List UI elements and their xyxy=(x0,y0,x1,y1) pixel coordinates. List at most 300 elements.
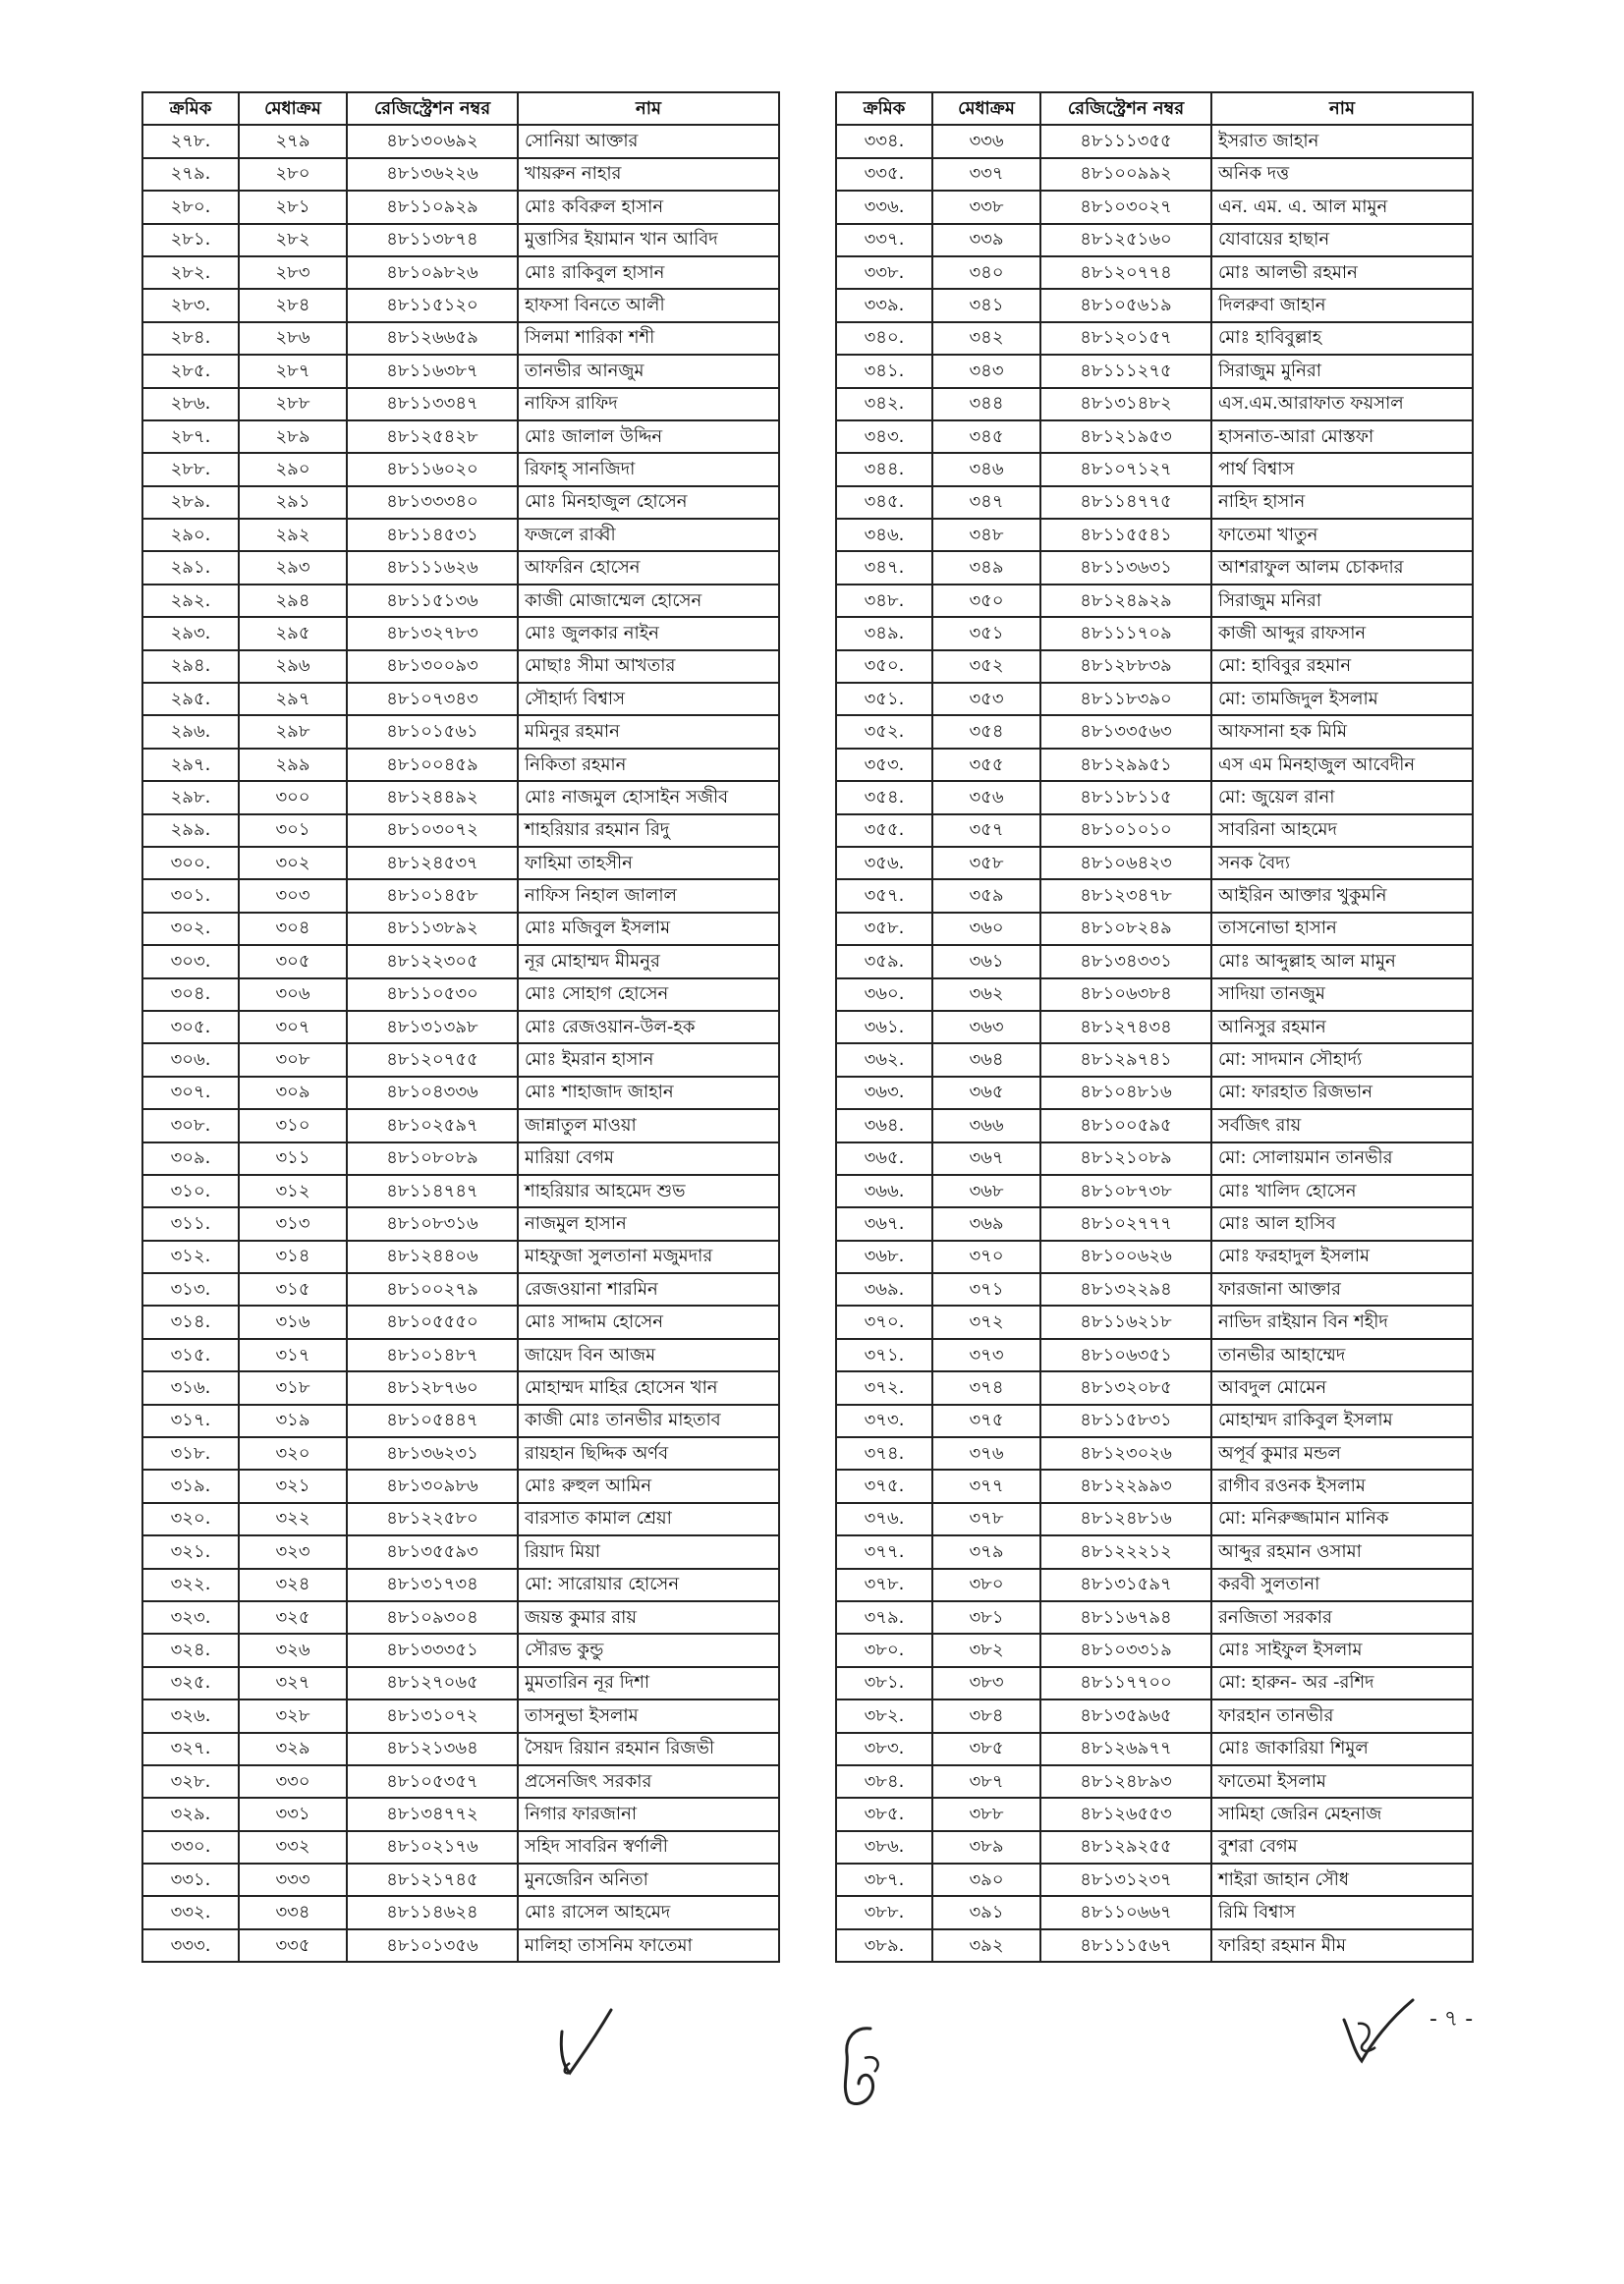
merit-cell: ৩০৮ xyxy=(239,1043,347,1076)
serial-cell: ৩০৫. xyxy=(142,1011,239,1043)
merit-cell: ৩৬১ xyxy=(932,945,1040,977)
registration-cell: ৪৮১৩৩৩৪০ xyxy=(347,486,518,519)
registration-cell: ৪৮১৩৩৩৫১ xyxy=(347,1634,518,1666)
merit-cell: ৩৮৭ xyxy=(932,1765,1040,1798)
name-cell: এস এম মিনহাজুল আবেদীন xyxy=(1211,749,1473,781)
registration-cell: ৪৮১০৩০৭২ xyxy=(347,814,518,847)
name-cell: ফাহিমা তাহসীন xyxy=(518,847,779,879)
serial-cell: ৩২২. xyxy=(142,1569,239,1601)
merit-cell: ৩২৪ xyxy=(239,1569,347,1601)
registration-cell: ৪৮১২১০৮৯ xyxy=(1040,1142,1211,1175)
registration-cell: ৪৮১১৫১৩৬ xyxy=(347,585,518,617)
serial-cell: ৩২৩. xyxy=(142,1601,239,1634)
serial-cell: ২৯৬. xyxy=(142,715,239,748)
registration-cell: ৪৮১০৬৪২৩ xyxy=(1040,847,1211,879)
registration-cell: ৪৮১১৩৮৯২ xyxy=(347,913,518,945)
serial-cell: ৩০১. xyxy=(142,879,239,912)
registration-cell: ৪৮১২২২১২ xyxy=(1040,1535,1211,1568)
serial-cell: ৩৫৭. xyxy=(836,879,932,912)
merit-cell: ২৯২ xyxy=(239,519,347,551)
serial-cell: ৩২৯. xyxy=(142,1798,239,1830)
merit-cell: ৩৪৮ xyxy=(932,519,1040,551)
registration-cell: ৪৮১২৮৭৬০ xyxy=(347,1371,518,1404)
table-row xyxy=(142,256,779,289)
merit-cell: ৩৭৪ xyxy=(932,1371,1040,1404)
table-row xyxy=(836,158,1473,191)
merit-cell: ৩৭১ xyxy=(932,1273,1040,1306)
registration-cell: ৪৮১০০২৭৯ xyxy=(347,1273,518,1306)
merit-cell: ৩৮৫ xyxy=(932,1733,1040,1765)
name-cell: শাহরিয়ার রহমান রিদু xyxy=(518,814,779,847)
table-row xyxy=(142,945,779,977)
serial-cell: ২৮৫. xyxy=(142,355,239,387)
name-cell: মোঃ কবিরুল হাসান xyxy=(518,191,779,223)
merit-cell: ৩৪৯ xyxy=(932,551,1040,584)
registration-cell: ৪৮১২৪৪৯২ xyxy=(347,781,518,813)
serial-cell: ৩৮৯. xyxy=(836,1929,932,1962)
serial-cell: ২৮৮. xyxy=(142,453,239,485)
merit-cell: ৩৯০ xyxy=(932,1864,1040,1896)
registration-cell: ৪৮১১৪৭৪৭ xyxy=(347,1175,518,1207)
table-row xyxy=(836,1765,1473,1798)
merit-cell: ৩১৩ xyxy=(239,1207,347,1240)
registration-cell: ৪৮১২৮৮৩৯ xyxy=(1040,650,1211,683)
registration-cell: ৪৮১১৪৭৭৫ xyxy=(1040,486,1211,519)
table-row xyxy=(142,1733,779,1765)
merit-cell: ২৮৬ xyxy=(239,322,347,355)
registration-cell: ৪৮১১৬৩৮৭ xyxy=(347,355,518,387)
registration-cell: ৪৮১১১৬২৬ xyxy=(347,551,518,584)
name-cell: মোঃ রাসেল আহমেদ xyxy=(518,1896,779,1928)
registration-cell: ৪৮১০৭১২৭ xyxy=(1040,453,1211,485)
table-row xyxy=(142,1241,779,1273)
serial-cell: ৩৬৬. xyxy=(836,1175,932,1207)
name-cell: মো: তামজিদুল ইসলাম xyxy=(1211,683,1473,715)
table-row xyxy=(142,1929,779,1962)
registration-cell: ৪৮১০৮৩১৬ xyxy=(347,1207,518,1240)
merit-cell: ৩৫৪ xyxy=(932,715,1040,748)
merit-cell: ৩৫২ xyxy=(932,650,1040,683)
merit-cell: ৩৫৭ xyxy=(932,814,1040,847)
serial-cell: ৩৬৪. xyxy=(836,1109,932,1142)
table-row xyxy=(142,1535,779,1568)
table-row xyxy=(836,749,1473,781)
serial-cell: ৩২১. xyxy=(142,1535,239,1568)
serial-cell: ৩৬৭. xyxy=(836,1207,932,1240)
name-cell: মারিয়া বেগম xyxy=(518,1142,779,1175)
serial-cell: ৩৫৯. xyxy=(836,945,932,977)
name-cell: জয়ন্ত কুমার রায় xyxy=(518,1601,779,1634)
table-row xyxy=(836,1371,1473,1404)
registration-cell: ৪৮১৩০০৯৩ xyxy=(347,650,518,683)
merit-cell: ৩৩৫ xyxy=(239,1929,347,1962)
serial-cell: ৩৭৪. xyxy=(836,1437,932,1470)
serial-cell: ৩১১. xyxy=(142,1207,239,1240)
merit-cell: ৩৭৫ xyxy=(932,1405,1040,1437)
name-cell: বুশরা বেগম xyxy=(1211,1831,1473,1864)
serial-cell: ৩১৮. xyxy=(142,1437,239,1470)
name-cell: মোঃ ফরহাদুল ইসলাম xyxy=(1211,1241,1473,1273)
table-row xyxy=(142,551,779,584)
table-row xyxy=(836,125,1473,157)
registration-cell: ৪৮১০০৪৫৯ xyxy=(347,749,518,781)
serial-cell: ২৭৮. xyxy=(142,125,239,157)
table-row xyxy=(142,1011,779,1043)
name-cell: সিরাজুম মনিরা xyxy=(1211,585,1473,617)
serial-cell: ৩৭৮. xyxy=(836,1569,932,1601)
name-cell: মোঃ রুহুল আমিন xyxy=(518,1470,779,1502)
registration-cell: ৪৮১০০৯৯২ xyxy=(1040,158,1211,191)
table-row xyxy=(142,1896,779,1928)
table-row xyxy=(836,1667,1473,1699)
serial-cell: ৩৫০. xyxy=(836,650,932,683)
merit-cell: ২৯৪ xyxy=(239,585,347,617)
table-row xyxy=(142,585,779,617)
merit-cell: ৩৪১ xyxy=(932,289,1040,321)
merit-cell: ২৮৪ xyxy=(239,289,347,321)
table-row xyxy=(836,486,1473,519)
table-row xyxy=(836,1405,1473,1437)
registration-cell: ৪৮১৩১২৩৭ xyxy=(1040,1864,1211,1896)
table-row xyxy=(836,1569,1473,1601)
table-row xyxy=(836,1241,1473,1273)
name-cell: মুত্তাসির ইয়ামান খান আবিদ xyxy=(518,224,779,256)
merit-cell: ৩৭৭ xyxy=(932,1470,1040,1502)
merit-cell: ৩৭৯ xyxy=(932,1535,1040,1568)
serial-cell: ৩৮০. xyxy=(836,1634,932,1666)
merit-cell: ৩৮২ xyxy=(932,1634,1040,1666)
table-row xyxy=(142,289,779,321)
table-row xyxy=(836,289,1473,321)
serial-cell: ৩১৯. xyxy=(142,1470,239,1502)
registration-cell: ৪৮১০৪৮১৬ xyxy=(1040,1077,1211,1109)
registration-cell: ৪৮১২৯২৫৫ xyxy=(1040,1831,1211,1864)
table-row xyxy=(142,1569,779,1601)
table-row xyxy=(142,1634,779,1666)
table-row xyxy=(142,879,779,912)
name-cell: রাগীব রওনক ইসলাম xyxy=(1211,1470,1473,1502)
table-row xyxy=(836,551,1473,584)
header-serial: ক্রমিক xyxy=(836,92,932,125)
serial-cell: ৩৩০. xyxy=(142,1831,239,1864)
table-row xyxy=(142,158,779,191)
serial-cell: ৩১৪. xyxy=(142,1306,239,1338)
table-row xyxy=(142,1306,779,1338)
name-cell: এস.এম.আরাফাত ফয়সাল xyxy=(1211,388,1473,420)
merit-cell: ৩৭০ xyxy=(932,1241,1040,1273)
merit-cell: ৩৬৬ xyxy=(932,1109,1040,1142)
serial-cell: ৩৬২. xyxy=(836,1043,932,1076)
table-row xyxy=(142,191,779,223)
merit-cell: ৩৬৪ xyxy=(932,1043,1040,1076)
merit-cell: ৩৩৮ xyxy=(932,191,1040,223)
registration-cell: ৪৮১০২৫৯৭ xyxy=(347,1109,518,1142)
serial-cell: ৩১৫. xyxy=(142,1339,239,1371)
header-serial: ক্রমিক xyxy=(142,92,239,125)
table-row xyxy=(142,978,779,1011)
serial-cell: ৩৩৭. xyxy=(836,224,932,256)
table-row xyxy=(836,1896,1473,1928)
name-cell: জান্নাতুল মাওয়া xyxy=(518,1109,779,1142)
header-name: নাম xyxy=(1211,92,1473,125)
table-row xyxy=(142,1371,779,1404)
name-cell: নাহিদ হাসান xyxy=(1211,486,1473,519)
merit-cell: ৩২৭ xyxy=(239,1667,347,1699)
table-row xyxy=(836,1503,1473,1535)
registration-cell: ৪৮১০২১৭৬ xyxy=(347,1831,518,1864)
table-body-left xyxy=(142,125,779,1962)
name-cell: মো: জুয়েল রানা xyxy=(1211,781,1473,813)
merit-cell: ৩৯১ xyxy=(932,1896,1040,1928)
serial-cell: ২৮৭. xyxy=(142,420,239,453)
table-row xyxy=(142,1798,779,1830)
serial-cell: ৩৩১. xyxy=(142,1864,239,1896)
header-registration: রেজিস্ট্রেশন নম্বর xyxy=(347,92,518,125)
table-row xyxy=(142,420,779,453)
name-cell: সিরাজুম মুনিরা xyxy=(1211,355,1473,387)
name-cell: হাফসা বিনতে আলী xyxy=(518,289,779,321)
registration-cell: ৪৮১০৮৭৩৮ xyxy=(1040,1175,1211,1207)
merit-cell: ২৮৮ xyxy=(239,388,347,420)
merit-cell: ৩৩৯ xyxy=(932,224,1040,256)
registration-cell: ৪৮১১১৫৬৭ xyxy=(1040,1929,1211,1962)
name-cell: কাজী আব্দুর রাফসান xyxy=(1211,617,1473,649)
serial-cell: ৩২৭. xyxy=(142,1733,239,1765)
serial-cell: ৩৪৪. xyxy=(836,453,932,485)
table-row xyxy=(142,355,779,387)
merit-cell: ৩১৬ xyxy=(239,1306,347,1338)
table-row xyxy=(836,453,1473,485)
serial-cell: ৩১৩. xyxy=(142,1273,239,1306)
serial-cell: ৩২০. xyxy=(142,1503,239,1535)
name-cell: দিলরুবা জাহান xyxy=(1211,289,1473,321)
serial-cell: ৩০৪. xyxy=(142,978,239,1011)
registration-cell: ৪৮১২৬৫৫৩ xyxy=(1040,1798,1211,1830)
table-row xyxy=(836,617,1473,649)
table-row xyxy=(142,1405,779,1437)
table-row xyxy=(142,1437,779,1470)
merit-cell: ৩৩৭ xyxy=(932,158,1040,191)
serial-cell: ২৮১. xyxy=(142,224,239,256)
merit-cell: ৩২৫ xyxy=(239,1601,347,1634)
name-cell: আইরিন আক্তার খুকুমনি xyxy=(1211,879,1473,912)
serial-cell: ৩৫৬. xyxy=(836,847,932,879)
merit-cell: ৩১০ xyxy=(239,1109,347,1142)
header-merit: মেধাক্রম xyxy=(932,92,1040,125)
table-row xyxy=(142,1142,779,1175)
registration-cell: ৪৮১০১৫৬১ xyxy=(347,715,518,748)
merit-cell: ৩৮১ xyxy=(932,1601,1040,1634)
name-cell: মোঃ জুলকার নাইন xyxy=(518,617,779,649)
name-cell: মোঃ নাজমুল হোসাইন সজীব xyxy=(518,781,779,813)
registration-cell: ৪৮১০০৬২৬ xyxy=(1040,1241,1211,1273)
merit-cell: ৩০৯ xyxy=(239,1077,347,1109)
registration-cell: ৪৮১০৩০২৭ xyxy=(1040,191,1211,223)
registration-cell: ৪৮১২৯৯৫১ xyxy=(1040,749,1211,781)
name-cell: ফারিহা রহমান মীম xyxy=(1211,1929,1473,1962)
serial-cell: ৩৭৫. xyxy=(836,1470,932,1502)
registration-cell: ৪৮১২০১৫৭ xyxy=(1040,322,1211,355)
name-cell: মো: হারুন- অর -রশিদ xyxy=(1211,1667,1473,1699)
name-cell: মোঃ জালাল উদ্দিন xyxy=(518,420,779,453)
name-cell: তানভীর আনজুম xyxy=(518,355,779,387)
serial-cell: ৩৩৬. xyxy=(836,191,932,223)
name-cell: নাফিস রাফিদ xyxy=(518,388,779,420)
registration-cell: ৪৮১১৭৭০০ xyxy=(1040,1667,1211,1699)
registration-cell: ৪৮১১৫৮৩১ xyxy=(1040,1405,1211,1437)
name-cell: মোঃ মিনহাজুল হোসেন xyxy=(518,486,779,519)
name-cell: মোঃ হাবিবুল্লাহ xyxy=(1211,322,1473,355)
serial-cell: ৩৬০. xyxy=(836,978,932,1011)
name-cell: মাহফুজা সুলতানা মজুমদার xyxy=(518,1241,779,1273)
merit-cell: ৩৫৫ xyxy=(932,749,1040,781)
table-row xyxy=(142,453,779,485)
registration-cell: ৪৮১১৮৩৯০ xyxy=(1040,683,1211,715)
serial-cell: ৩৪৮. xyxy=(836,585,932,617)
registration-cell: ৪৮১২০৭৫৫ xyxy=(347,1043,518,1076)
table-row xyxy=(142,617,779,649)
merit-cell: ৩২৯ xyxy=(239,1733,347,1765)
table-row xyxy=(836,1306,1473,1338)
serial-cell: ৩৬৫. xyxy=(836,1142,932,1175)
serial-cell: ২৮৯. xyxy=(142,486,239,519)
registration-cell: ৪৮১৩২২৯৪ xyxy=(1040,1273,1211,1306)
table-row xyxy=(142,749,779,781)
table-row xyxy=(836,1437,1473,1470)
serial-cell: ৩৪৬. xyxy=(836,519,932,551)
signature-mark-1 xyxy=(550,2004,629,2083)
merit-cell: ৩৫০ xyxy=(932,585,1040,617)
name-cell: মোঃ সোহাগ হোসেন xyxy=(518,978,779,1011)
name-cell: তাসনোভা হাসান xyxy=(1211,913,1473,945)
merit-cell: ৩৫৯ xyxy=(932,879,1040,912)
serial-cell: ৩৬৮. xyxy=(836,1241,932,1273)
merit-cell: ২৯৮ xyxy=(239,715,347,748)
name-cell: আফসানা হক মিমি xyxy=(1211,715,1473,748)
table-header-row xyxy=(836,92,1473,125)
serial-cell: ৩৭৯. xyxy=(836,1601,932,1634)
name-cell: মোঃ জাকারিয়া শিমুল xyxy=(1211,1733,1473,1765)
merit-cell: ২৭৯ xyxy=(239,125,347,157)
table-row xyxy=(836,1798,1473,1830)
merit-cell: ৩৭৬ xyxy=(932,1437,1040,1470)
name-cell: সিলমা শারিকা শশী xyxy=(518,322,779,355)
merit-cell: ৩০১ xyxy=(239,814,347,847)
name-cell: রিফাহ্‌ সানজিদা xyxy=(518,453,779,485)
registration-cell: ৪৮১১১৩৫৫ xyxy=(1040,125,1211,157)
header-registration: রেজিস্ট্রেশন নম্বর xyxy=(1040,92,1211,125)
merit-cell: ৩৬২ xyxy=(932,978,1040,1011)
table-row xyxy=(836,1207,1473,1240)
merit-cell: ৩৬৫ xyxy=(932,1077,1040,1109)
table-row xyxy=(836,683,1473,715)
table-row xyxy=(142,322,779,355)
table-row xyxy=(142,847,779,879)
name-cell: সামিহা জেরিন মেহনাজ xyxy=(1211,1798,1473,1830)
merit-cell: ৩৪২ xyxy=(932,322,1040,355)
registration-cell: ৪৮১১৪৫৩১ xyxy=(347,519,518,551)
table-row xyxy=(142,650,779,683)
serial-cell: ২৮৬. xyxy=(142,388,239,420)
table-row xyxy=(142,1864,779,1896)
table-row xyxy=(836,519,1473,551)
registration-cell: ৪৮১২২৩০৫ xyxy=(347,945,518,977)
name-cell: রিয়াদ মিয়া xyxy=(518,1535,779,1568)
serial-cell: ৩৬৯. xyxy=(836,1273,932,1306)
registration-cell: ৪৮১২৫৪২৮ xyxy=(347,420,518,453)
name-cell: মোঃ আল হাসিব xyxy=(1211,1207,1473,1240)
serial-cell: ৩১৬. xyxy=(142,1371,239,1404)
serial-cell: ৩৫২. xyxy=(836,715,932,748)
table-row xyxy=(142,1273,779,1306)
serial-cell: ৩১৭. xyxy=(142,1405,239,1437)
registration-cell: ৪৮১০৮০৮৯ xyxy=(347,1142,518,1175)
merit-cell: ৩৭৮ xyxy=(932,1503,1040,1535)
merit-cell: ৩৪০ xyxy=(932,256,1040,289)
name-cell: মমিনুর রহমান xyxy=(518,715,779,748)
serial-cell: ৩২৫. xyxy=(142,1667,239,1699)
name-cell: ফজলে রাব্বী xyxy=(518,519,779,551)
table-row xyxy=(836,879,1473,912)
serial-cell: ২৮৪. xyxy=(142,322,239,355)
registration-cell: ৪৮১১০৬৬৭ xyxy=(1040,1896,1211,1928)
name-cell: শাহরিয়ার আহমেদ শুভ xyxy=(518,1175,779,1207)
registration-cell: ৪৮১০৮২৪৯ xyxy=(1040,913,1211,945)
serial-cell: ৩৮৮. xyxy=(836,1896,932,1928)
merit-cell: ২৯৬ xyxy=(239,650,347,683)
merit-cell: ৩০৬ xyxy=(239,978,347,1011)
registration-cell: ৪৮১১৬২১৮ xyxy=(1040,1306,1211,1338)
merit-cell: ৩৪৫ xyxy=(932,420,1040,453)
registration-cell: ৪৮১১০৫৩০ xyxy=(347,978,518,1011)
serial-cell: ৩৫৮. xyxy=(836,913,932,945)
name-cell: মোঃ আলভী রহমান xyxy=(1211,256,1473,289)
merit-cell: ২৮৭ xyxy=(239,355,347,387)
registration-cell: ৪৮১০৭৩৪৩ xyxy=(347,683,518,715)
merit-cell: ৩৮৪ xyxy=(932,1699,1040,1732)
serial-cell: ৩২৮. xyxy=(142,1765,239,1798)
serial-cell: ৩৪২. xyxy=(836,388,932,420)
registration-cell: ৪৮১৩৫৫৯৩ xyxy=(347,1535,518,1568)
registration-cell: ৪৮১১৫৫৪১ xyxy=(1040,519,1211,551)
name-cell: ফারজানা আক্তার xyxy=(1211,1273,1473,1306)
merit-cell: ২৯৩ xyxy=(239,551,347,584)
serial-cell: ৩০৭. xyxy=(142,1077,239,1109)
merit-cell: ৩৩২ xyxy=(239,1831,347,1864)
merit-cell: ৩১৭ xyxy=(239,1339,347,1371)
registration-cell: ৪৮১১৬৭৯৪ xyxy=(1040,1601,1211,1634)
serial-cell: ২৯৯. xyxy=(142,814,239,847)
name-cell: সাবরিনা আহমেদ xyxy=(1211,814,1473,847)
table-row xyxy=(836,355,1473,387)
registration-cell: ৪৮১২৩৪৭৮ xyxy=(1040,879,1211,912)
merit-cell: ৩৭৩ xyxy=(932,1339,1040,1371)
serial-cell: ৩৮৭. xyxy=(836,1864,932,1896)
serial-cell: ৩৮৪. xyxy=(836,1765,932,1798)
table-row xyxy=(836,1634,1473,1666)
name-cell: রিমি বিশ্বাস xyxy=(1211,1896,1473,1928)
name-cell: এন. এম. এ. আল মামুন xyxy=(1211,191,1473,223)
registration-cell: ৪৮১২১৭৪৫ xyxy=(347,1864,518,1896)
table-row xyxy=(836,1470,1473,1502)
registration-cell: ৪৮১০৯৮২৬ xyxy=(347,256,518,289)
merit-cell: ৩১৫ xyxy=(239,1273,347,1306)
name-cell: রনজিতা সরকার xyxy=(1211,1601,1473,1634)
table-row xyxy=(142,1470,779,1502)
merit-cell: ৩৬৯ xyxy=(932,1207,1040,1240)
merit-cell: ৩৮৯ xyxy=(932,1831,1040,1864)
merit-cell: ৩৮০ xyxy=(932,1569,1040,1601)
